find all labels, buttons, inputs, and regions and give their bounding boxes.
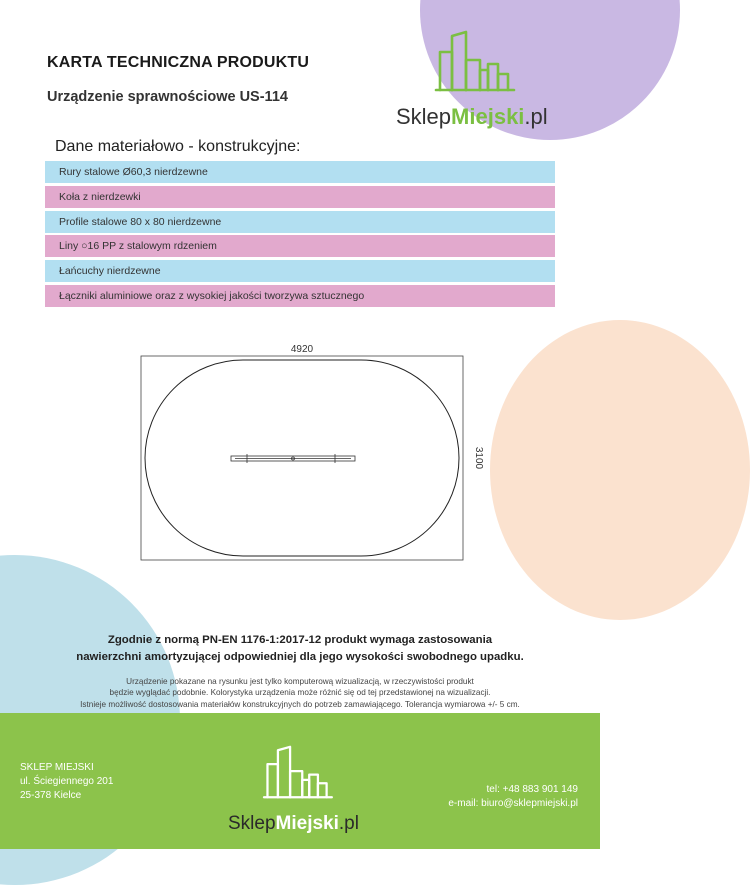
shop-name: SKLEP MIEJSKI [20, 762, 94, 773]
contact-email[interactable]: e-mail: biuro@sklepmiejski.pl [448, 798, 578, 809]
technical-drawing [135, 340, 484, 570]
decor-circle-peach [490, 320, 750, 620]
materials-table [45, 161, 555, 310]
disclaimer-line-2: będzie wyglądać podobnie. Kolorystyka urządzenia może różnić się od tej przedstawionej na wizualizacji. [109, 688, 491, 698]
material-row: Łańcuchy nierdzewne [45, 260, 555, 282]
buildings-logo-icon [436, 30, 528, 92]
logo-bottom [218, 743, 388, 849]
logo-wordmark: SklepMiejski.pl [396, 104, 548, 129]
disclaimer-line-1: Urządzenie pokazane na rysunku jest tylko komputerową wizualizacją, w rzeczywistości produkt [126, 677, 474, 686]
footer [0, 713, 600, 849]
material-row: Profile stalowe 80 x 80 nierdzewne [45, 211, 555, 233]
dimension-height-label: 3100 [473, 446, 484, 470]
material-row: Koła z nierdzewki [45, 186, 555, 208]
dimension-width-label: 4920 [290, 344, 314, 355]
norm-line-2: nawierzchni amortyzującej odpowiedniej dla jego wysokości swobodnego upadku. [76, 651, 524, 663]
product-subtitle: Urządzenie sprawnościowe US-114 [47, 89, 288, 105]
drawing-oval-track [145, 360, 459, 556]
shop-address [20, 761, 113, 803]
drawing-bounding-frame [141, 356, 463, 560]
shop-street: ul. Ściegiennego 201 [20, 776, 114, 787]
norm-line-1: Zgodnie z normą PN-EN 1176-1:2017-12 produkt wymaga zastosowania [107, 634, 493, 646]
shop-city: 25-378 Kielce [20, 790, 82, 801]
buildings-logo-icon [264, 743, 344, 801]
norm-notice [30, 632, 570, 666]
logo-wordmark: SklepMiejski.pl [228, 813, 359, 834]
contact-phone[interactable]: tel: +48 883 901 149 [486, 784, 578, 795]
disclaimer [15, 676, 585, 710]
logo-top [388, 30, 588, 140]
page-title: KARTA TECHNICZNA PRODUKTU [47, 54, 310, 71]
material-row: Liny ○16 PP z stalowym rdzeniem [45, 235, 555, 257]
disclaimer-line-3: Istnieje możliwość dostosowania materiałów konstrukcyjnych do potrzeb zamawiającego. Tolerancja wymiarowa +/- 5 cm. [80, 699, 520, 709]
material-row: Rury stalowe Ø60,3 nierdzewne [45, 161, 555, 183]
drawing-center-bar [231, 454, 355, 463]
materials-heading: Dane materiałowo - konstrukcyjne: [55, 138, 301, 155]
contact-info [448, 783, 578, 811]
material-row: Łączniki aluminiowe oraz z wysokiej jakości tworzywa sztucznego [45, 285, 555, 307]
